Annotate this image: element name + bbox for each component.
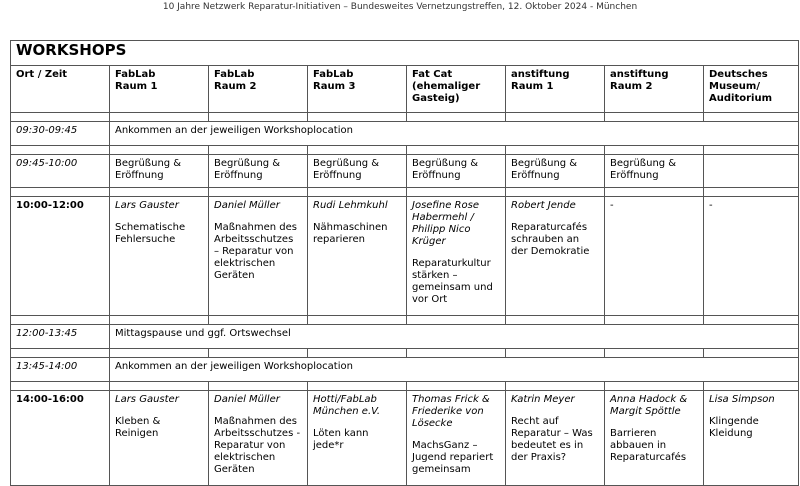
workshop-cell	[704, 391, 799, 486]
time-cell: 13:45-14:00	[11, 358, 110, 382]
span-cell: Mittagspause und ggf. Ortswechsel	[110, 325, 799, 349]
time-cell: 14:00-16:00	[11, 391, 110, 486]
workshop-title: Maßnahmen des Arbeitsschutzes – Reparatur von elektrischen Geräten	[214, 222, 297, 281]
schedule-cell: Begrüßung & Eröffnung	[308, 155, 407, 188]
workshop-cell	[506, 197, 605, 316]
workshop-speaker: Lars Gauster	[115, 394, 179, 405]
table-row	[11, 358, 799, 382]
table-row	[11, 391, 799, 486]
workshop-title: Schematische Fehlersuche	[115, 222, 186, 245]
workshop-title: Kleben & Reinigen	[115, 416, 161, 439]
column-header-row	[11, 66, 799, 113]
workshop-table	[10, 40, 799, 486]
column-header: Deutsches Museum/ Auditorium	[704, 66, 799, 113]
workshop-title: Recht auf Reparatur – Was bedeutet es in der Praxis?	[511, 416, 593, 463]
section-title: WORKSHOPS	[11, 41, 799, 66]
workshop-cell	[209, 391, 308, 486]
workshop-speaker: Daniel Müller	[214, 200, 280, 211]
workshop-title: -	[709, 200, 713, 211]
workshop-title: Barrieren abbauen in Reparaturcafés	[610, 428, 687, 463]
column-header: Fat Cat (ehemaliger Gasteig)	[407, 66, 506, 113]
time-cell: 10:00-12:00	[11, 197, 110, 316]
schedule-cell	[704, 155, 799, 188]
workshop-speaker: Katrin Meyer	[511, 394, 575, 405]
workshop-cell	[308, 391, 407, 486]
workshop-title: MachsGanz – Jugend repariert gemeinsam	[412, 440, 494, 475]
workshop-speaker: Anna Hadock & Margit Spöttle	[610, 394, 688, 417]
schedule-cell: Begrüßung & Eröffnung	[506, 155, 605, 188]
workshop-cell	[110, 197, 209, 316]
workshop-speaker: Thomas Frick & Friederike von Lösecke	[412, 394, 490, 429]
workshop-title: Klingende Kleidung	[709, 416, 759, 439]
workshop-cell	[704, 197, 799, 316]
workshop-title: -	[610, 200, 614, 211]
workshop-speaker: Josefine Rose Habermehl / Philipp Nico Krüger	[412, 200, 479, 247]
workshop-cell	[308, 197, 407, 316]
workshop-title: Maßnahmen des Arbeitsschutzes - Reparatur von elektrischen Geräten	[214, 416, 301, 475]
column-header: FabLab Raum 3	[308, 66, 407, 113]
time-cell: 09:45-10:00	[11, 155, 110, 188]
workshop-speaker: Lars Gauster	[115, 200, 179, 211]
workshop-title: Nähmaschinen reparieren	[313, 222, 388, 245]
workshop-speaker: Lisa Simpson	[709, 394, 775, 405]
column-header: anstiftung Raum 1	[506, 66, 605, 113]
time-cell: 12:00-13:45	[11, 325, 110, 349]
column-header: FabLab Raum 1	[110, 66, 209, 113]
workshop-speaker: Hotti/FabLab München e.V.	[313, 394, 381, 417]
workshop-cell	[506, 391, 605, 486]
schedule-cell: Begrüßung & Eröffnung	[110, 155, 209, 188]
workshop-title: Löten kann jede*r	[313, 428, 369, 451]
time-cell: 09:30-09:45	[11, 122, 110, 146]
span-cell: Ankommen an der jeweiligen Workshoplocation	[110, 358, 799, 382]
workshop-cell	[110, 391, 209, 486]
schedule-cell: Begrüßung & Eröffnung	[407, 155, 506, 188]
workshop-title: Reparaturcafés schrauben an der Demokratie	[511, 222, 590, 257]
schedule-cell: Begrüßung & Eröffnung	[209, 155, 308, 188]
workshop-cell	[209, 197, 308, 316]
workshop-cell	[407, 197, 506, 316]
table-row	[11, 197, 799, 316]
workshop-speaker: Daniel Müller	[214, 394, 280, 405]
column-header: anstiftung Raum 2	[605, 66, 704, 113]
workshop-speaker: Robert Jende	[511, 200, 576, 211]
workshop-cell	[605, 391, 704, 486]
column-header: Ort / Zeit	[11, 66, 110, 113]
workshop-cell	[407, 391, 506, 486]
span-cell: Ankommen an der jeweiligen Workshoplocation	[110, 122, 799, 146]
section-title-row	[11, 41, 799, 66]
table-row	[11, 122, 799, 146]
table-row	[11, 325, 799, 349]
workshop-speaker: Rudi Lehmkuhl	[313, 200, 388, 211]
column-header: FabLab Raum 2	[209, 66, 308, 113]
schedule-cell: Begrüßung & Eröffnung	[605, 155, 704, 188]
workshop-title: Reparaturkultur stärken – gemeinsam und vor Ort	[412, 258, 493, 305]
workshop-cell	[605, 197, 704, 316]
document-header: 10 Jahre Netzwerk Reparatur-Initiativen – Bundesweites Vernetzungstreffen, 12. Oktober 2024 - München	[162, 2, 638, 12]
table-row	[11, 155, 799, 188]
